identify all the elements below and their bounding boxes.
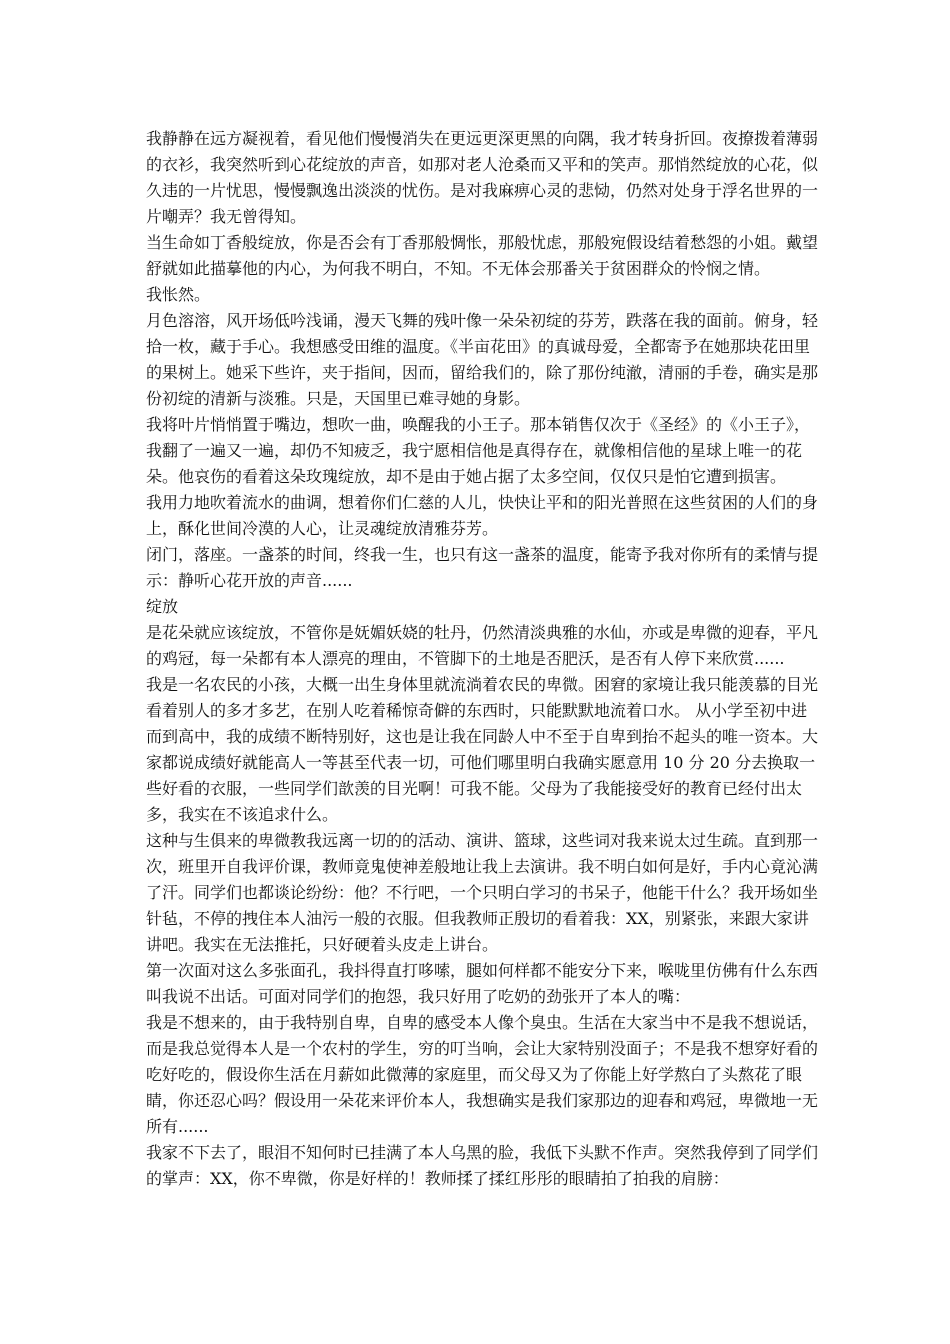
- paragraph: 我静静在远方凝视着，看见他们慢慢消失在更远更深更黑的向隅，我才转身折回。夜撩拨着薄弱的衣衫，我突然听到心花绽放的声音，如那对老人沧桑而又平和的笑声。那悄然绽放的心花，似久违的一片忧思，慢慢飘逸出淡淡的忧伤。是对我麻痹心灵的悲恸，仍然对处身于浮名世界的一片嘲弄？我无曾得知。: [146, 129, 819, 226]
- paragraph: 我将叶片悄悄置于嘴边，想吹一曲，唤醒我的小王子。那本销售仅次于《圣经》的《小王子》，我翻了一遍又一遍，却仍不知疲乏，我宁愿相信他是真得存在，就像相信他的星球上唯一的花朵。他哀伤的看着这朵玫瑰绽放，却不是由于她占据了太多空间，仅仅只是怕它遭到损害。: [146, 415, 811, 486]
- paragraph: 我用力地吹着流水的曲调，想着你们仁慈的人儿，快快让平和的阳光普照在这些贫困的人们的身上，酥化世间冷漠的人心，让灵魂绽放清雅芬芳。: [146, 493, 819, 538]
- paragraph: 闭门，落座。一盏茶的时间，终我一生，也只有这一盏茶的温度，能寄予我对你所有的柔情与提示：静听心花开放的声音......: [146, 545, 819, 590]
- paragraph: 第一次面对这么多张面孔，我抖得直打哆嗦，腿如何样都不能安分下来，喉咙里仿佛有什么东西叫我说不出话。可面对同学们的抱怨，我只好用了吃奶的劲张开了本人的嘴：: [146, 961, 819, 1006]
- section-heading: 绽放: [146, 597, 179, 616]
- paragraph: 我怅然。: [146, 285, 211, 304]
- paragraph: 这种与生俱来的卑微教我远离一切的的活动、演讲、篮球，这些词对我来说太过生疏。直到那一次，班里开自我评价课，教师竟鬼使神差般地让我上去演讲。我不明白如何是好，手内心竟沁满了汗。同学们也都谈论纷纷：他？不行吧，一个只明白学习的书呆子，他能干什么？我开场如坐针毡，不停的拽住本人油污一般的衣服。但我教师正殷切的看着我：XX，别紧张，来跟大家讲讲吧。我实在无法推托，只好硬着头皮走上讲台。: [146, 831, 819, 954]
- paragraph: 我家不下去了，眼泪不知何时已挂满了本人乌黑的脸，我低下头默不作声。突然我停到了同学们的掌声：XX，你不卑微，你是好样的！教师揉了揉红彤彤的眼睛拍了拍我的肩膀：: [146, 1143, 819, 1188]
- document-body: [146, 126, 822, 1192]
- paragraph: 我是一名农民的小孩，大概一出生身体里就流淌着农民的卑微。困窘的家境让我只能羡慕的目光看着别人的多才多艺，在别人吃着稀惊奇僻的东西时，只能默默地流着口水。 从小学至初中进而到高中，我的成绩不断特别好，这也是让我在同龄人中不至于自卑到抬不起头的唯一资本。大家都说成绩好就能高人一等甚至代表一切，可他们哪里明白我确实愿意用 10 分 20 分去换取一些好看的衣服，一些同学们歆羡的目光啊！可我不能。父母为了我能接受好的教育已经付出太多，我实在不该追求什么。: [146, 675, 819, 824]
- paragraph: 是花朵就应该绽放，不管你是妩媚妖娆的牡丹，仍然清淡典雅的水仙，亦或是卑微的迎春，平凡的鸡冠，每一朵都有本人漂亮的理由，不管脚下的土地是否肥沃，是否有人停下来欣赏......: [146, 623, 819, 668]
- paragraph: 月色溶溶，风开场低吟浅诵，漫天飞舞的残叶像一朵朵初绽的芬芳，跌落在我的面前。俯身，轻拾一枚，藏于手心。我想感受田维的温度。《半亩花田》的真诚母爱，全都寄予在她那块花田里的果树上。她采下些许，夹于指间，因而，留给我们的，除了那份纯澈，清丽的手卷，确实是那份初绽的清新与淡雅。只是，天国里已难寻她的身影。: [146, 311, 819, 408]
- paragraph: 当生命如丁香般绽放，你是否会有丁香那般惆怅，那般忧虑，那般宛假设结着愁怨的小姐。戴望舒就如此描摹他的内心，为何我不明白，不知。不无体会那番关于贫困群众的怜悯之情。: [146, 233, 819, 278]
- paragraph: 我是不想来的，由于我特别自卑，自卑的感受本人像个臭虫。生活在大家当中不是我不想说话，而是我总觉得本人是一个农村的学生，穷的叮当响，会让大家特别没面子；不是我不想穿好看的吃好吃的，假设你生活在月薪如此微薄的家庭里，而父母又为了你能上好学熬白了头熬花了眼睛，你还忍心吗？假设用一朵花来评价本人，我想确实是我们家那边的迎春和鸡冠，卑微地一无所有......: [146, 1013, 819, 1136]
